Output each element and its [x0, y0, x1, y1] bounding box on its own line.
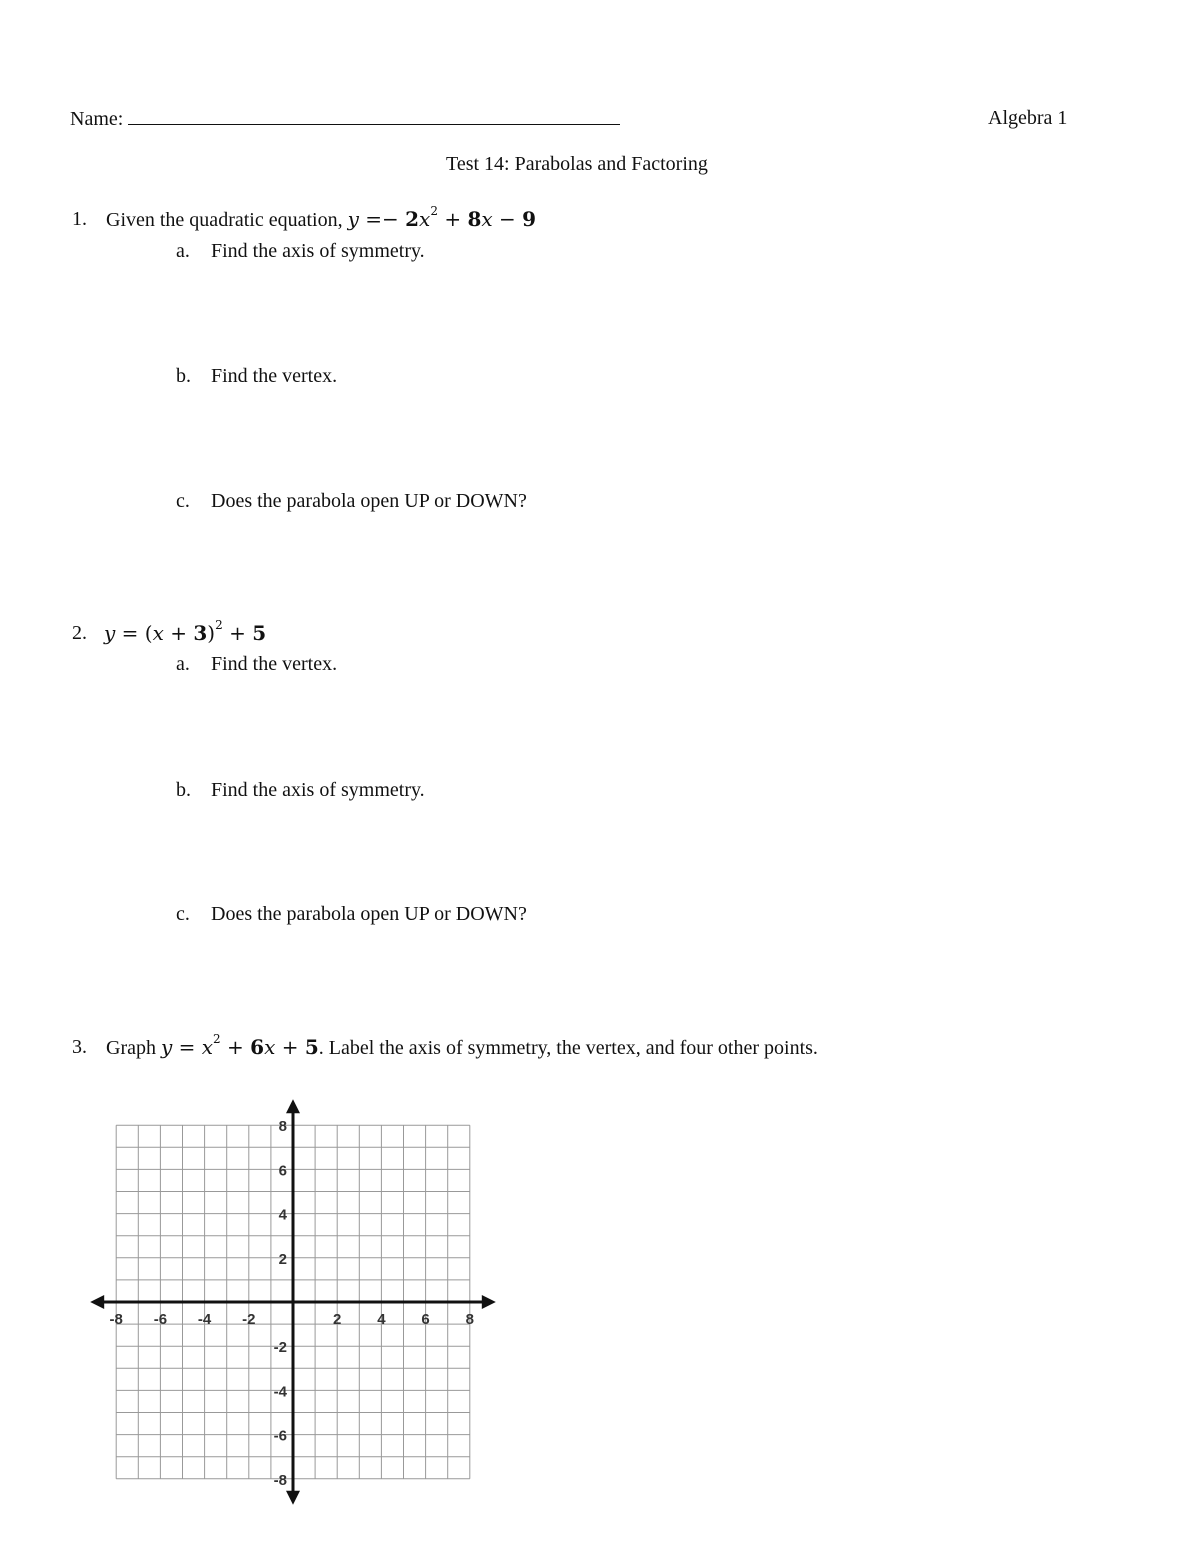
y-tick-label: 4: [278, 1206, 287, 1224]
q2-part-b-text: Find the axis of symmetry.: [211, 779, 425, 801]
q1-part-b-letter: b.: [176, 365, 191, 387]
q1-part-b-text: Find the vertex.: [211, 365, 338, 387]
q1-part-a-letter: a.: [176, 240, 190, 262]
x-tick-label: 2: [333, 1311, 342, 1328]
y-tick-label: 2: [278, 1250, 287, 1268]
question-2-number: 2.: [72, 622, 87, 644]
name-blank-line[interactable]: [128, 108, 620, 125]
coordinate-grid[interactable]: [86, 1094, 506, 1514]
y-tick-label: -6: [273, 1427, 287, 1445]
x-tick-label: 4: [377, 1311, 386, 1328]
x-axis-arrow-left: [90, 1295, 104, 1309]
q2-part-a-text: Find the vertex.: [211, 653, 338, 675]
x-tick-label: 6: [421, 1311, 430, 1328]
q2-part-c-text: Does the parabola open UP or DOWN?: [211, 903, 527, 925]
course-label: Algebra 1: [988, 107, 1068, 129]
q1-part-a-text: Find the axis of symmetry.: [211, 240, 425, 262]
y-tick-label: 6: [278, 1162, 287, 1180]
y-tick-label: 8: [278, 1118, 287, 1136]
question-3-prompt: [106, 1032, 818, 1059]
y-tick-label: -4: [273, 1383, 287, 1401]
question-3-equation: $y = x^2 + 6x + 5$: [160, 1032, 319, 1059]
x-tick-label: -4: [197, 1311, 212, 1328]
y-tick-label: -2: [273, 1339, 287, 1357]
question-1-prompt: [106, 204, 537, 231]
x-tick-label: -2: [242, 1311, 256, 1328]
x-tick-label: -6: [153, 1311, 168, 1328]
test-title: Test 14: Parabolas and Factoring: [446, 153, 708, 175]
axes: [90, 1099, 496, 1505]
y-axis-arrow-up: [286, 1099, 300, 1113]
question-1-number: 1.: [72, 208, 87, 230]
y-tick-label: -8: [273, 1471, 287, 1489]
question-1-prompt-text: Given the quadratic equation,: [106, 209, 343, 231]
question-2-equation: $y = (x + 3)^2 + 5$: [104, 618, 267, 645]
name-label-text: Name:: [70, 108, 124, 130]
name-label: [70, 108, 620, 129]
question-3-number: 3.: [72, 1036, 87, 1058]
q2-part-a-letter: a.: [176, 653, 190, 675]
x-tick-label: -8: [109, 1311, 123, 1328]
q1-part-c-letter: c.: [176, 490, 190, 512]
question-3-prompt-text: Graph: [106, 1037, 156, 1059]
q2-part-b-letter: b.: [176, 779, 191, 801]
y-axis-arrow-down: [286, 1491, 300, 1505]
x-tick-label: 8: [465, 1311, 474, 1328]
question-3-instructions: . Label the axis of symmetry, the vertex, and four other points.: [318, 1037, 818, 1059]
question-1-equation: $y =- 2x^2 + 8x - 9$: [347, 204, 537, 231]
q2-part-c-letter: c.: [176, 903, 190, 925]
q1-part-c-text: Does the parabola open UP or DOWN?: [211, 490, 527, 512]
x-axis-arrow-right: [482, 1295, 496, 1309]
